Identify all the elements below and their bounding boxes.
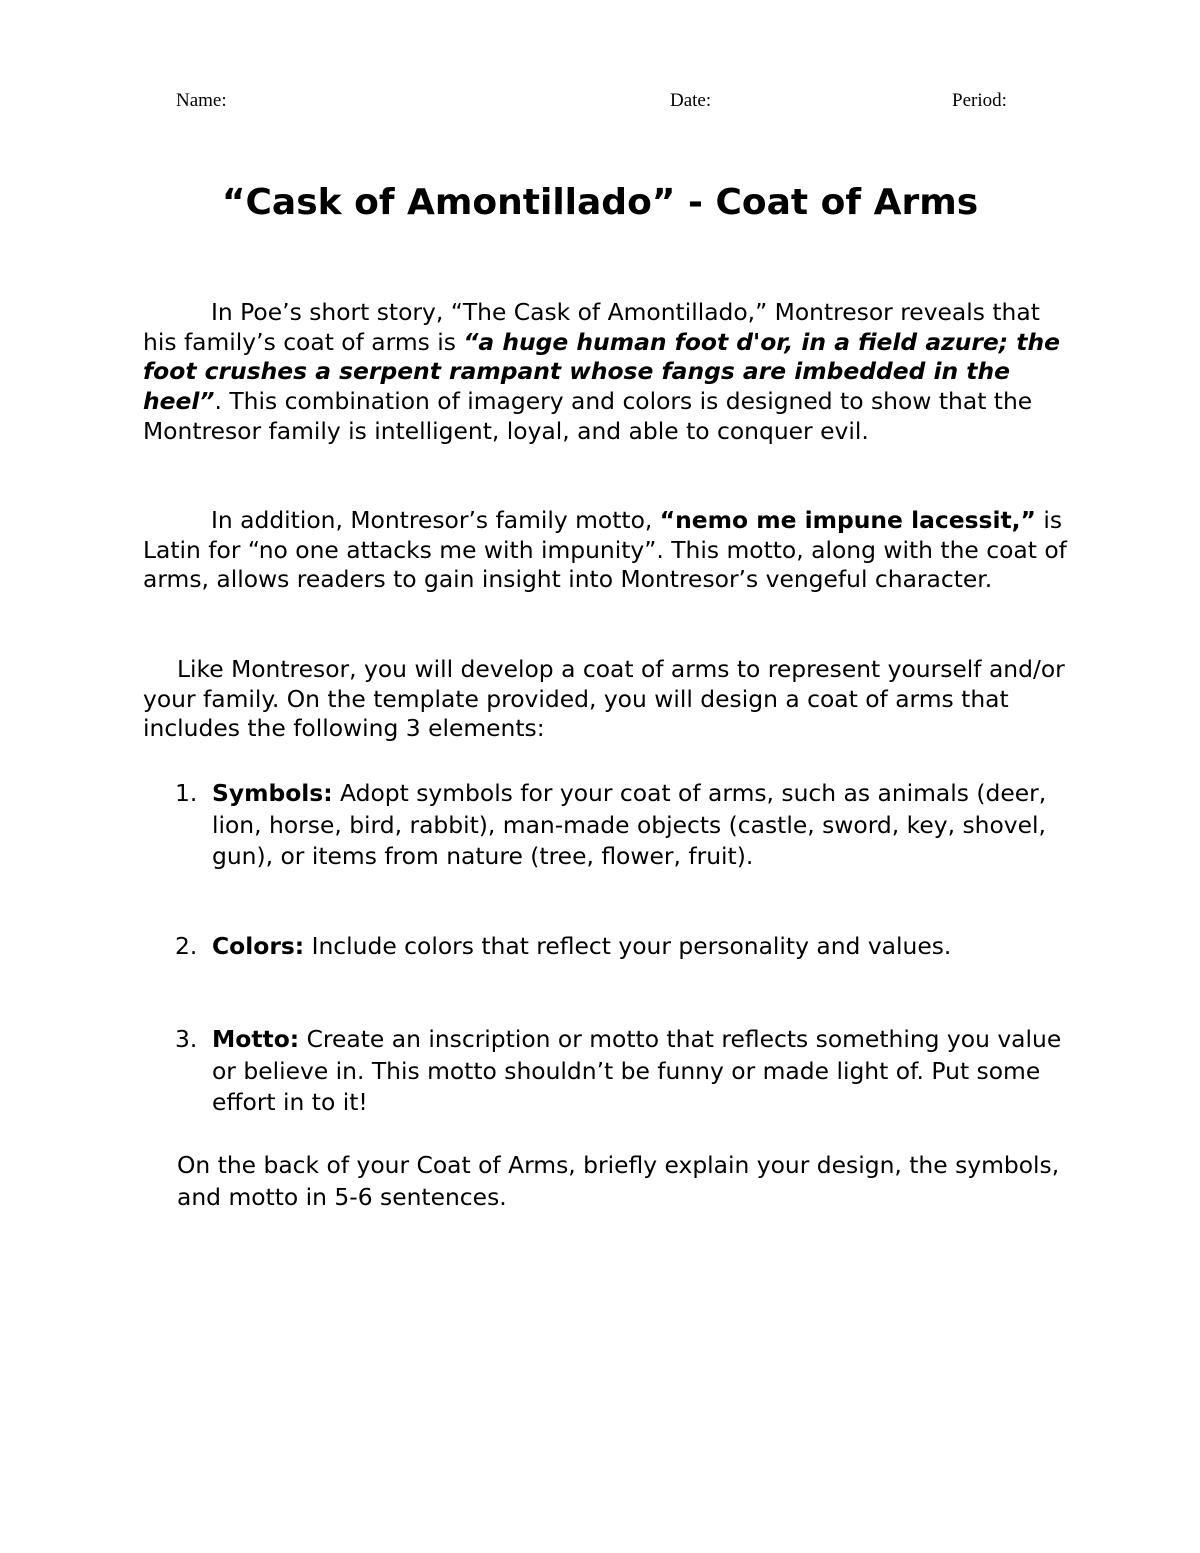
list-item-text: Create an inscription or motto that reflects something you value or believe in. This motto shouldn’t be funny or made light of. Put some effort in to it! xyxy=(212,1025,1062,1116)
list-item-label: Colors: xyxy=(212,932,305,960)
intro-paragraph xyxy=(143,298,1068,447)
list-item-text: Adopt symbols for your coat of arms, such as animals (deer, lion, horse, bird, rabbit), man-made objects (castle, sword, key, shovel, gun), or items from nature (tree, flower, fruit). xyxy=(212,779,1047,870)
list-item-number: 1. xyxy=(175,779,198,807)
list-item-text: Include colors that reflect your personality and values. xyxy=(304,932,952,960)
name-label: Name: xyxy=(176,90,227,111)
date-label: Date: xyxy=(670,90,712,111)
motto-trail-text: is Latin for “no one attacks me with impunity”. This motto, along with the coat of arms, allows readers to gain insight into Montresor’s vengeful character. xyxy=(143,506,1067,594)
list-item-number: 3. xyxy=(175,1025,198,1053)
motto-lead-text: In addition, Montresor’s family motto, xyxy=(211,506,660,534)
closing-instruction: On the back of your Coat of Arms, briefly explain your design, the symbols, and motto in 5-6 sentences. xyxy=(177,1151,1060,1211)
intro-lead-text: In Poe’s short story, “The Cask of Amontillado,” Montresor reveals that his family’s coat of arms is xyxy=(143,298,1040,356)
list-item xyxy=(175,1024,1075,1119)
list-item-number: 2. xyxy=(175,932,198,960)
list-item xyxy=(175,778,1075,873)
instructions-paragraph xyxy=(143,655,1068,744)
motto-paragraph xyxy=(143,506,1068,595)
list-item-label: Symbols: xyxy=(212,779,333,807)
latin-motto: “nemo me impune lacessit,” xyxy=(659,506,1036,534)
page-title: “Cask of Amontillado” - Coat of Arms xyxy=(221,182,979,223)
intro-trail-text: . This combination of imagery and colors is designed to show that the Montresor family is intelligent, loyal, and able to conquer evil. xyxy=(143,387,1033,445)
header-row xyxy=(0,90,1200,120)
coat-of-arms-quote: “a huge human foot d'or, in a field azure; the foot crushes a serpent rampant whose fangs are imbedded in the heel” xyxy=(143,327,1060,416)
period-label: Period: xyxy=(952,90,1007,111)
list-item xyxy=(175,931,1075,963)
instructions-text: Like Montresor, you will develop a coat of arms to represent yourself and/or your family. On the template provided, you will design a coat of arms that includes the following 3 elements: xyxy=(143,655,1065,743)
list-item-label: Motto: xyxy=(212,1025,300,1053)
